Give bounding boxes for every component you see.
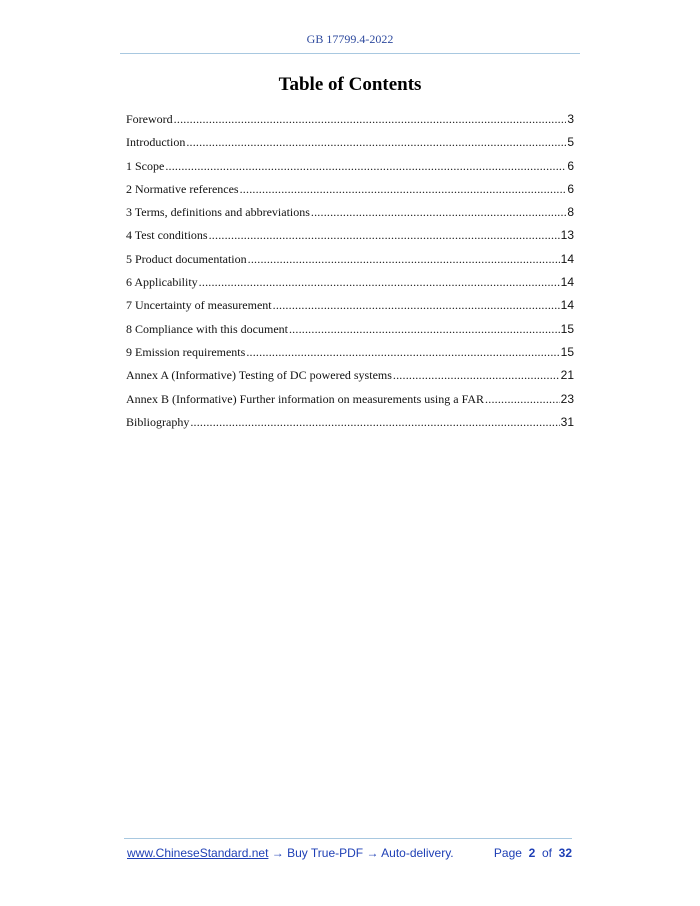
toc-title: Table of Contents <box>278 74 422 95</box>
toc-entry-label: 5 Product documentation <box>126 251 247 266</box>
toc-entry-page: 6 <box>567 158 574 173</box>
toc-entry-bibliography[interactable] <box>126 411 574 434</box>
toc-entry-annex-b[interactable] <box>126 388 574 411</box>
toc-dot-leader <box>273 294 560 317</box>
toc-entry-page: 3 <box>567 112 574 126</box>
toc-entry-applicability[interactable] <box>126 271 574 294</box>
current-page-number: 2 <box>528 846 536 860</box>
document-header-standard-number: GB 17799.4-2022 <box>306 32 394 46</box>
page-number-indicator <box>494 846 572 860</box>
toc-entry-label: 7 Uncertainty of measurement <box>126 298 272 313</box>
buy-true-pdf-text: Buy True-PDF <box>287 846 364 860</box>
toc-entry-page: 5 <box>567 135 574 150</box>
toc-entry-label: Annex A (Informative) Testing of DC powered systems <box>126 368 392 383</box>
toc-entry-test-conditions[interactable] <box>126 224 574 247</box>
toc-entry-terms-definitions[interactable] <box>126 201 574 224</box>
footer-promo <box>127 846 454 860</box>
toc-entry-foreword[interactable] <box>126 108 574 131</box>
page-word: Page <box>493 846 522 860</box>
toc-entry-introduction[interactable] <box>126 131 574 154</box>
toc-entry-page: 21 <box>560 368 574 383</box>
toc-entry-page: 14 <box>560 251 574 266</box>
toc-entry-normative-references[interactable] <box>126 178 574 201</box>
toc-entry-page: 15 <box>560 344 574 359</box>
toc-dot-leader <box>186 131 566 154</box>
toc-dot-leader <box>199 271 560 294</box>
toc-entry-page: 14 <box>560 275 574 290</box>
toc-entry-label: 6 Applicability <box>126 275 198 290</box>
total-page-count: 32 <box>558 846 572 860</box>
toc-dot-leader <box>190 411 559 434</box>
footer-divider <box>124 838 572 839</box>
header-divider <box>120 53 580 54</box>
toc-entry-label: 3 Terms, definitions and abbreviations <box>126 205 310 220</box>
toc-entry-label: 9 Emission requirements <box>126 344 246 359</box>
toc-dot-leader <box>289 318 560 341</box>
toc-entry-annex-a[interactable] <box>126 364 574 387</box>
toc-dot-leader <box>174 108 567 131</box>
toc-dot-leader <box>393 364 560 387</box>
of-word: of <box>541 846 552 860</box>
arrow-right-icon: → <box>271 846 284 860</box>
toc-entry-emission-requirements[interactable] <box>126 341 574 364</box>
toc-entry-page: 23 <box>560 391 574 406</box>
toc-list <box>126 108 574 434</box>
auto-delivery-text: Auto-delivery. <box>381 846 454 860</box>
toc-dot-leader <box>240 178 567 201</box>
toc-entry-label: 8 Compliance with this document <box>126 321 288 336</box>
toc-dot-leader <box>246 341 559 364</box>
toc-entry-label: 1 Scope <box>126 158 165 173</box>
toc-entry-page: 13 <box>560 228 574 243</box>
toc-entry-page: 15 <box>560 321 574 336</box>
toc-dot-leader <box>248 248 560 271</box>
site-link[interactable]: www.ChineseStandard.net <box>127 846 269 860</box>
toc-entry-page: 8 <box>567 205 574 220</box>
toc-entry-label: Introduction <box>126 135 186 150</box>
toc-entry-page: 14 <box>560 298 574 313</box>
toc-entry-product-documentation[interactable] <box>126 248 574 271</box>
toc-entry-page: 6 <box>567 181 574 196</box>
toc-dot-leader <box>311 201 566 224</box>
toc-entry-label: Foreword <box>126 112 173 126</box>
toc-dot-leader <box>165 155 566 178</box>
toc-entry-label: 4 Test conditions <box>126 228 208 243</box>
toc-dot-leader <box>485 388 560 411</box>
toc-dot-leader <box>209 224 560 247</box>
toc-entry-page: 31 <box>560 414 574 429</box>
toc-entry-label: 2 Normative references <box>126 181 239 196</box>
toc-entry-label: Bibliography <box>126 414 190 429</box>
toc-entry-compliance[interactable] <box>126 318 574 341</box>
toc-entry-uncertainty[interactable] <box>126 294 574 317</box>
toc-entry-label: Annex B (Informative) Further information on measurements using a FAR <box>126 391 485 406</box>
toc-entry-scope[interactable] <box>126 155 574 178</box>
arrow-right-icon: → <box>366 846 379 860</box>
